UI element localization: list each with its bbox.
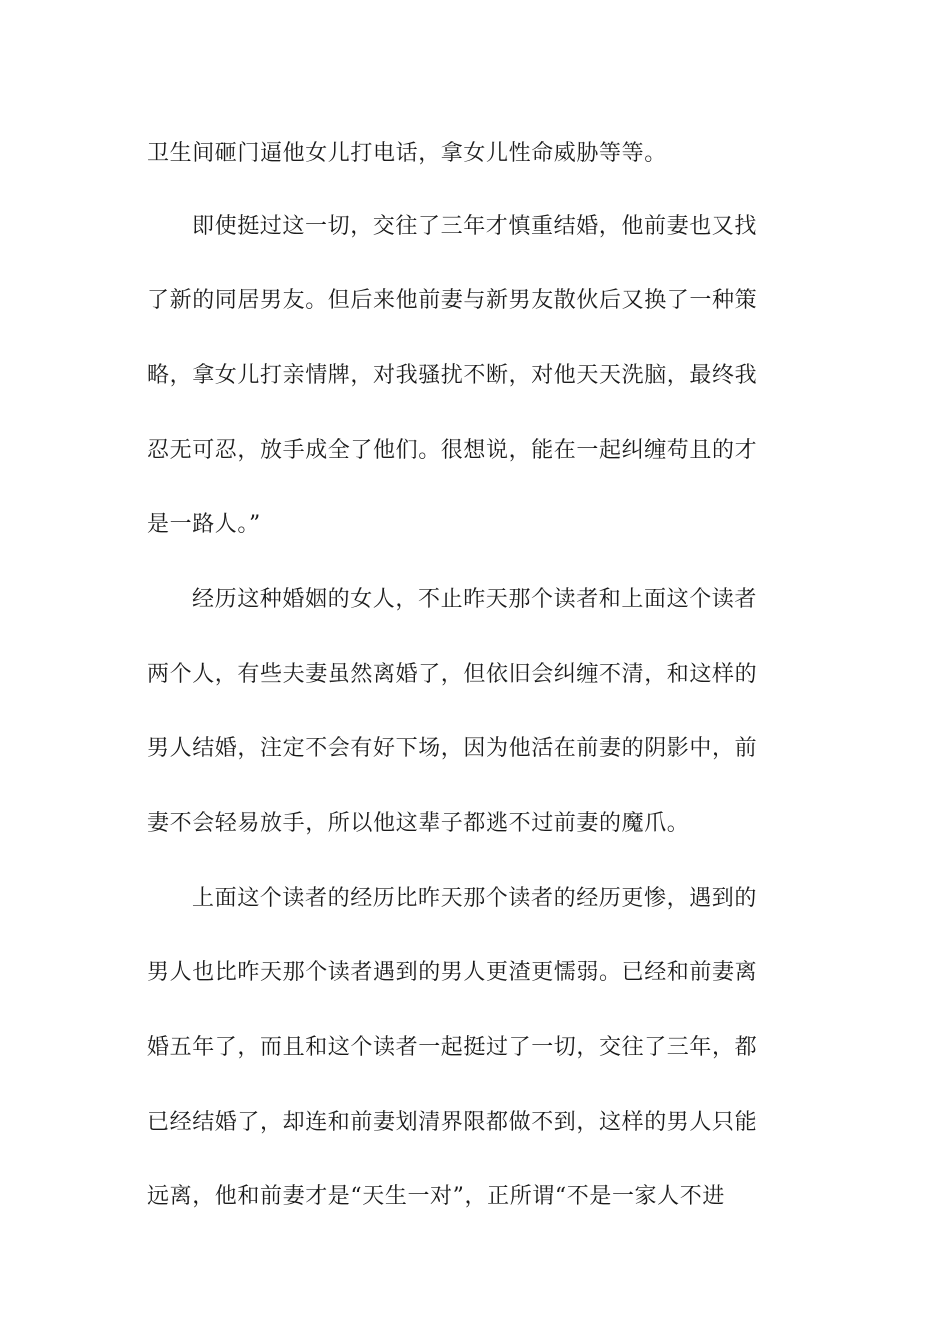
text-line: 男人也比昨天那个读者遇到的男人更渣更懦弱。已经和前妻离	[147, 960, 758, 985]
text-line: 两个人，有些夫妻虽然离婚了，但依旧会纠缠不清，和这样的	[147, 662, 758, 687]
paragraph-first-line: 上面这个读者的经历比昨天那个读者的经历更惨，遇到的	[192, 886, 758, 911]
text-line: 妻不会轻易放手，所以他这辈子都逃不过前妻的魔爪。	[147, 811, 690, 836]
text-line: 远离，他和前妻才是“天生一对”，正所谓“不是一家人不进	[147, 1184, 725, 1209]
text-line: 婚五年了，而且和这个读者一起挺过了一切，交往了三年，都	[147, 1035, 758, 1060]
text-line: 略，拿女儿打亲情牌，对我骚扰不断，对他天天洗脑，最终我	[147, 363, 758, 388]
text-line: 是一路人。”	[147, 512, 261, 537]
text-line: 已经结婚了，却连和前妻划清界限都做不到，这样的男人只能	[147, 1110, 758, 1135]
text-line: 了新的同居男友。但后来他前妻与新男友散伙后又换了一种策	[147, 288, 758, 313]
text-line: 忍无可忍，放手成全了他们。很想说，能在一起纠缠苟且的才	[147, 438, 758, 463]
text-line: 男人结婚，注定不会有好下场，因为他活在前妻的阴影中，前	[147, 736, 758, 761]
paragraph-first-line: 经历这种婚姻的女人，不止昨天那个读者和上面这个读者	[192, 587, 758, 612]
paragraph-first-line: 即使挺过这一切，交往了三年才慎重结婚，他前妻也又找	[192, 214, 758, 239]
text-line: 卫生间砸门逼他女儿打电话，拿女儿性命威胁等等。	[147, 141, 667, 166]
